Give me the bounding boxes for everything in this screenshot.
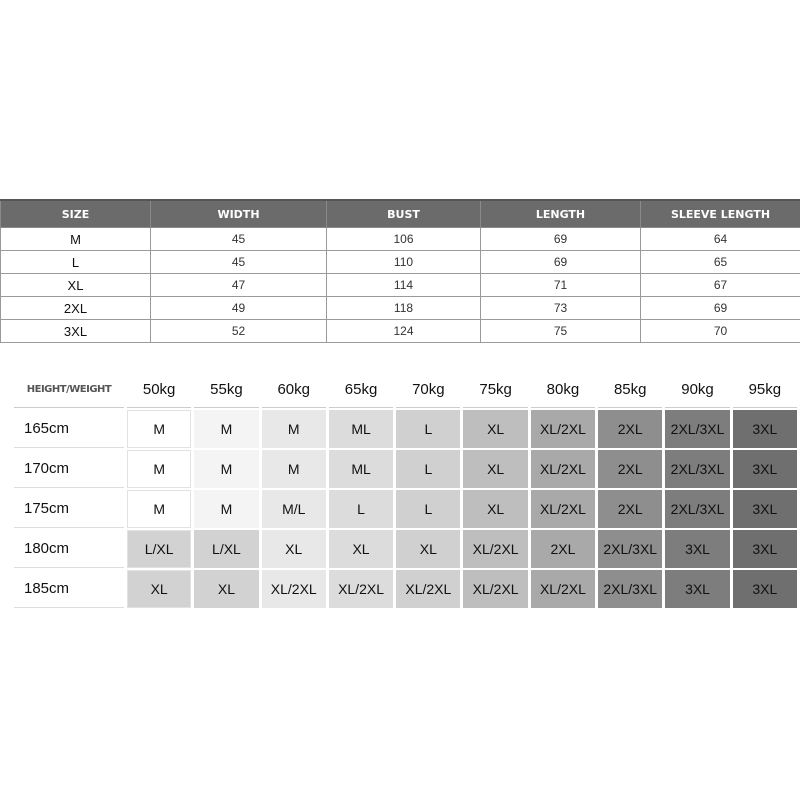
recommended-size-cell: XL/2XL bbox=[329, 570, 393, 608]
length-column-header: LENGTH bbox=[481, 200, 641, 228]
recommended-size-cell: M bbox=[194, 450, 258, 488]
recommended-size-cell: XL bbox=[463, 490, 527, 528]
height-row bbox=[14, 530, 797, 568]
recommended-size-cell: XL/2XL bbox=[531, 490, 595, 528]
length-cell: 69 bbox=[481, 251, 641, 274]
recommended-size-cell: M bbox=[127, 450, 191, 488]
recommended-size-cell: L bbox=[396, 490, 460, 528]
recommended-size-cell: ML bbox=[329, 450, 393, 488]
recommended-size-cell: XL bbox=[463, 410, 527, 448]
height-row-label: 180cm bbox=[14, 530, 124, 568]
recommended-size-cell: M/L bbox=[262, 490, 326, 528]
size-cell: M bbox=[1, 228, 151, 251]
size-cell: L bbox=[1, 251, 151, 274]
size-table-row bbox=[1, 320, 800, 343]
height-row bbox=[14, 450, 797, 488]
length-cell: 73 bbox=[481, 297, 641, 320]
recommended-size-cell: L/XL bbox=[127, 530, 191, 568]
recommended-size-cell: XL/2XL bbox=[463, 570, 527, 608]
width-cell: 49 bbox=[151, 297, 327, 320]
bust-cell: 114 bbox=[327, 274, 481, 297]
sleeve-length-cell: 65 bbox=[641, 251, 800, 274]
recommended-size-cell: XL/2XL bbox=[262, 570, 326, 608]
width-cell: 47 bbox=[151, 274, 327, 297]
size-cell: 2XL bbox=[1, 297, 151, 320]
recommended-size-cell: XL bbox=[127, 570, 191, 608]
recommended-size-cell: L bbox=[396, 410, 460, 448]
recommended-size-cell: XL/2XL bbox=[531, 450, 595, 488]
size-cell: XL bbox=[1, 274, 151, 297]
width-cell: 45 bbox=[151, 228, 327, 251]
weight-header-row bbox=[14, 371, 797, 408]
size-table-row bbox=[1, 251, 800, 274]
recommended-size-cell: 2XL bbox=[598, 450, 662, 488]
recommended-size-cell: 2XL/3XL bbox=[665, 410, 729, 448]
recommended-size-cell: XL/2XL bbox=[463, 530, 527, 568]
recommended-size-cell: M bbox=[127, 490, 191, 528]
height-row bbox=[14, 490, 797, 528]
width-cell: 45 bbox=[151, 251, 327, 274]
recommended-size-cell: L bbox=[329, 490, 393, 528]
weight-column-header: 65kg bbox=[329, 371, 393, 408]
recommended-size-cell: L/XL bbox=[194, 530, 258, 568]
recommended-size-cell: XL bbox=[463, 450, 527, 488]
recommended-size-cell: M bbox=[194, 410, 258, 448]
recommended-size-cell: 3XL bbox=[733, 450, 797, 488]
height-row bbox=[14, 570, 797, 608]
recommended-size-cell: XL bbox=[396, 530, 460, 568]
bust-column-header: BUST bbox=[327, 200, 481, 228]
sleeve-length-cell: 69 bbox=[641, 297, 800, 320]
recommended-size-cell: XL bbox=[329, 530, 393, 568]
recommended-size-cell: 2XL/3XL bbox=[665, 450, 729, 488]
recommended-size-cell: 2XL/3XL bbox=[598, 530, 662, 568]
length-cell: 69 bbox=[481, 228, 641, 251]
width-cell: 52 bbox=[151, 320, 327, 343]
recommended-size-cell: 2XL bbox=[598, 490, 662, 528]
recommended-size-cell: 3XL bbox=[733, 410, 797, 448]
length-cell: 71 bbox=[481, 274, 641, 297]
bust-cell: 110 bbox=[327, 251, 481, 274]
recommended-size-cell: 3XL bbox=[665, 570, 729, 608]
recommended-size-cell: XL/2XL bbox=[531, 570, 595, 608]
weight-column-header: 90kg bbox=[665, 371, 729, 408]
recommended-size-cell: M bbox=[127, 410, 191, 448]
recommended-size-cell: M bbox=[262, 450, 326, 488]
height-weight-size-chart bbox=[11, 369, 800, 610]
size-column-header: SIZE bbox=[1, 200, 151, 228]
recommended-size-cell: 3XL bbox=[733, 530, 797, 568]
width-column-header: WIDTH bbox=[151, 200, 327, 228]
bust-cell: 118 bbox=[327, 297, 481, 320]
height-row-label: 185cm bbox=[14, 570, 124, 608]
size-table-row bbox=[1, 274, 800, 297]
sleeve-length-cell: 70 bbox=[641, 320, 800, 343]
size-cell: 3XL bbox=[1, 320, 151, 343]
recommended-size-cell: 3XL bbox=[733, 490, 797, 528]
recommended-size-cell: 2XL bbox=[598, 410, 662, 448]
height-row-label: 165cm bbox=[14, 410, 124, 448]
recommended-size-cell: M bbox=[262, 410, 326, 448]
recommended-size-cell: M bbox=[194, 490, 258, 528]
height-weight-corner-label: HEIGHT/WEIGHT bbox=[14, 371, 124, 408]
recommended-size-cell: XL/2XL bbox=[531, 410, 595, 448]
weight-column-header: 70kg bbox=[396, 371, 460, 408]
height-row-label: 175cm bbox=[14, 490, 124, 528]
weight-column-header: 60kg bbox=[262, 371, 326, 408]
height-row-label: 170cm bbox=[14, 450, 124, 488]
recommended-size-cell: 2XL bbox=[531, 530, 595, 568]
recommended-size-cell: ML bbox=[329, 410, 393, 448]
weight-column-header: 50kg bbox=[127, 371, 191, 408]
weight-column-header: 95kg bbox=[733, 371, 797, 408]
bust-cell: 124 bbox=[327, 320, 481, 343]
length-cell: 75 bbox=[481, 320, 641, 343]
sleeve-length-cell: 67 bbox=[641, 274, 800, 297]
size-measurement-table bbox=[0, 199, 800, 343]
height-row bbox=[14, 410, 797, 448]
weight-column-header: 85kg bbox=[598, 371, 662, 408]
bust-cell: 106 bbox=[327, 228, 481, 251]
recommended-size-cell: XL/2XL bbox=[396, 570, 460, 608]
recommended-size-cell: 2XL/3XL bbox=[665, 490, 729, 528]
sleeve-length-cell: 64 bbox=[641, 228, 800, 251]
weight-column-header: 80kg bbox=[531, 371, 595, 408]
recommended-size-cell: XL bbox=[194, 570, 258, 608]
size-table-row bbox=[1, 228, 800, 251]
recommended-size-cell: 3XL bbox=[665, 530, 729, 568]
recommended-size-cell: L bbox=[396, 450, 460, 488]
weight-column-header: 75kg bbox=[463, 371, 527, 408]
recommended-size-cell: 2XL/3XL bbox=[598, 570, 662, 608]
weight-column-header: 55kg bbox=[194, 371, 258, 408]
size-table-header-row bbox=[1, 200, 800, 228]
recommended-size-cell: 3XL bbox=[733, 570, 797, 608]
sleeve-length-column-header: SLEEVE LENGTH bbox=[641, 200, 800, 228]
size-table-row bbox=[1, 297, 800, 320]
recommended-size-cell: XL bbox=[262, 530, 326, 568]
